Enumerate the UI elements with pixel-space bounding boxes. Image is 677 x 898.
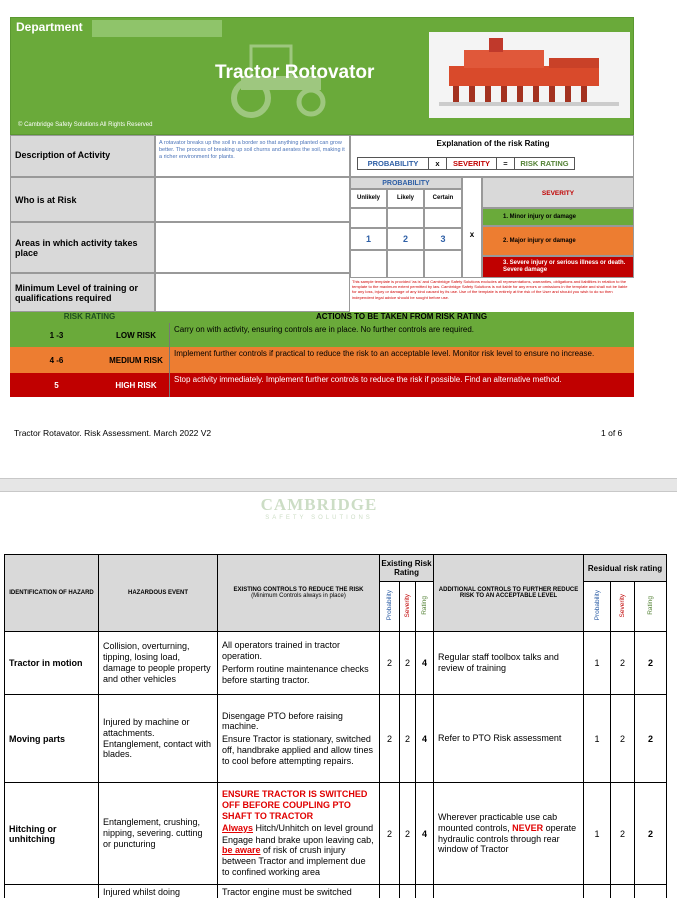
rating-cell: 4 [416, 695, 434, 783]
probability-value: 3 [424, 228, 462, 250]
residual-rating-cell: 2 [635, 783, 667, 885]
control-warning: ENSURE TRACTOR IS SWITCHED OFF BEFORE COUPLING PTO SHAFT TO TRACTOR [222, 789, 368, 821]
risk-action: Stop activity immediately. Implement further controls to reduce the risk if possible. Find an alternative method. [169, 373, 634, 397]
risk-rating-explanation [350, 135, 634, 177]
rating-cell: 4 [416, 783, 434, 885]
hazard-id: Moving parts [5, 695, 99, 783]
probability-cell: 2 [380, 695, 400, 783]
areas-field[interactable] [155, 222, 350, 273]
actions-header-label: ACTIONS TO BE TAKEN FROM RISK RATING [315, 312, 488, 321]
table-row [5, 783, 667, 885]
residual-probability-cell: 1 [584, 783, 611, 885]
areas-label: Areas in which activity takes place [10, 222, 155, 273]
footer-document-title: Tractor Rotavator. Risk Assessment. March 2022 V2 [14, 428, 212, 438]
probability-value: 1 [350, 228, 387, 250]
risk-row-medium [10, 347, 634, 373]
risk-level: LOW RISK [116, 330, 156, 340]
risk-action: Implement further controls if practical to reduce the risk to an acceptable level. Monitor risk level to ensure no increase. [169, 347, 634, 373]
department-field[interactable] [92, 20, 222, 37]
header-residual-probability: Probability [593, 590, 601, 621]
risk-action: Carry on with activity, ensuring controls are in place. No further controls are required. [169, 323, 634, 347]
description-text[interactable]: A rotavator breaks up the soil in a border so that anything planted can grow better. The process of breaking up soil churns and aerates the soil, making it a richer environment for plants. [155, 135, 350, 177]
header-event: HAZARDOUS EVENT [99, 555, 218, 632]
header-residual-rating-col: Rating [647, 596, 655, 615]
severity-item-major: 2. Major injury or damage [482, 226, 634, 256]
who-at-risk-field[interactable] [155, 177, 350, 222]
header-additional-controls: ADDITIONAL CONTROLS TO FURTHER REDUCE RISK TO AN ACCEPTABLE LEVEL [434, 555, 584, 632]
header-identification: IDENTIFICATION OF HAZARD [5, 555, 99, 632]
header-residual-rating: Residual risk rating [584, 555, 667, 582]
formula-severity: SEVERITY [447, 157, 497, 170]
table-row [5, 695, 667, 783]
training-label: Minimum Level of training or qualifications required [10, 273, 155, 312]
probability-level: Certain [424, 189, 462, 208]
probability-level: Unlikely [350, 189, 387, 208]
header-rating: Rating [421, 596, 429, 615]
existing-controls-subtitle: (Minimum Controls always in place) [251, 593, 346, 599]
header-probability: Probability [386, 590, 393, 621]
additional-controls: Wherever practicable use cab mounted controls, NEVER operate hydraulic controls through rear window of Tractor [434, 783, 584, 885]
risk-level: HIGH RISK [115, 380, 157, 390]
explanation-title: Explanation of the risk Rating [436, 139, 550, 148]
severity-list [482, 177, 634, 278]
residual-rating-cell: 2 [635, 632, 667, 695]
hazard-controls: Tractor engine must be switched [218, 885, 380, 898]
table-row [5, 632, 667, 695]
probability-value: 2 [387, 228, 424, 250]
header-existing-rating: Existing Risk Rating [380, 555, 434, 582]
hazard-id: Tractor in motion [5, 632, 99, 695]
risk-range: 5 [54, 380, 59, 390]
risk-level: MEDIUM RISK [109, 355, 163, 365]
formula-rating: RISK RATING [515, 157, 575, 170]
who-at-risk-label: Who is at Risk [10, 177, 155, 222]
risk-formula [357, 157, 575, 170]
logo-line1: CAMBRIDGE [260, 495, 378, 514]
residual-probability-cell: 1 [584, 695, 611, 783]
header-severity: Severity [404, 593, 411, 618]
hazard-event: Injured whilst doing [99, 885, 218, 898]
rating-cell: 4 [416, 632, 434, 695]
severity-item-severe: 3. Severe injury or serious illness or death. Severe damage [482, 256, 634, 278]
header-existing-controls [218, 555, 380, 632]
severity-cell: 2 [400, 632, 416, 695]
risk-range: 4 -6 [49, 355, 64, 365]
hazard-controls: All operators trained in tractor operation. Perform routine maintenance checks before starting tractor. [218, 632, 380, 695]
additional-controls: Refer to PTO Risk assessment [434, 695, 584, 783]
probability-title: PROBABILITY [350, 177, 462, 189]
risk-range: 1 -3 [49, 330, 64, 340]
hazard-event: Injured by machine or attachments. Entanglement, contact with blades. [99, 695, 218, 783]
risk-row-high [10, 373, 634, 397]
formula-probability: PROBABILITY [357, 157, 429, 170]
logo-line2: SAFETY SOLUTIONS [265, 515, 373, 521]
disclaimer-text: This sample template is provided 'as is' and Cambridge Safety Solutions excludes all representations, warranties, obligations and liabilities in relation to the template to the maximum extent permitted by law. Cambridge Safety Solutions is not liable for any errors or omissions in the template and shall not be liable for any loss, injury or damage of any kind caused by its use. Use of the template is entirely at the risk of the User and should you wish to do so then independent legal advice should be sought before use. [352, 279, 628, 300]
probability-matrix [350, 177, 462, 278]
multiply-mark: x [462, 177, 482, 278]
table-row [5, 885, 667, 898]
description-label: Description of Activity [10, 135, 155, 177]
residual-rating-cell: 2 [635, 695, 667, 783]
training-field[interactable] [155, 273, 350, 312]
title-banner [10, 17, 634, 135]
severity-cell: 2 [400, 783, 416, 885]
hazard-table [4, 554, 667, 898]
page-title: Tractor Rotovator [215, 62, 375, 83]
hazard-controls: Disengage PTO before raising machine. Ensure Tractor is stationary, switched off, handbrake applied and allow tines to cool before attempting repairs. [218, 695, 380, 783]
existing-controls-title: EXISTING CONTROLS TO REDUCE THE RISK [233, 587, 364, 593]
residual-severity-cell: 2 [611, 632, 635, 695]
cambridge-logo-watermark [254, 495, 384, 523]
residual-probability-cell: 1 [584, 632, 611, 695]
formula-equals: = [497, 157, 515, 170]
residual-severity-cell: 2 [611, 783, 635, 885]
hazard-id: Hitching or unhitching [5, 783, 99, 885]
hazard-controls: ENSURE TRACTOR IS SWITCHED OFF BEFORE COUPLING PTO SHAFT TO TRACTOR Always Hitch/Unhitch on level ground Engage hand brake upon leaving cab, be aware of risk of crush injury between Tractor and implement due to confined working area [218, 783, 380, 885]
header-residual-severity: Severity [619, 593, 627, 618]
probability-cell: 2 [380, 632, 400, 695]
severity-title: SEVERITY [482, 177, 634, 208]
rotovator-photo [429, 32, 630, 118]
hazard-event: Entanglement, crushing, nipping, severing. cutting or puncturing [99, 783, 218, 885]
risk-row-low [10, 323, 634, 347]
residual-severity-cell: 2 [611, 695, 635, 783]
department-label: Department [16, 20, 83, 34]
risk-rating-header-label: RISK RATING [63, 312, 116, 321]
copyright-text: © Cambridge Safety Solutions All Rights Reserved [18, 122, 153, 128]
additional-controls: Regular staff toolbox talks and review of training [434, 632, 584, 695]
severity-item-minor: 1. Minor injury or damage [482, 208, 634, 226]
risk-rating-header [10, 312, 634, 323]
formula-times: x [429, 157, 447, 170]
page-break [0, 478, 677, 492]
severity-cell: 2 [400, 695, 416, 783]
probability-cell: 2 [380, 783, 400, 885]
probability-level: Likely [387, 189, 424, 208]
hazard-event: Collision, overturning, tipping, losing load, damage to people property and other vehicles [99, 632, 218, 695]
footer-page-number: 1 of 6 [601, 428, 623, 438]
